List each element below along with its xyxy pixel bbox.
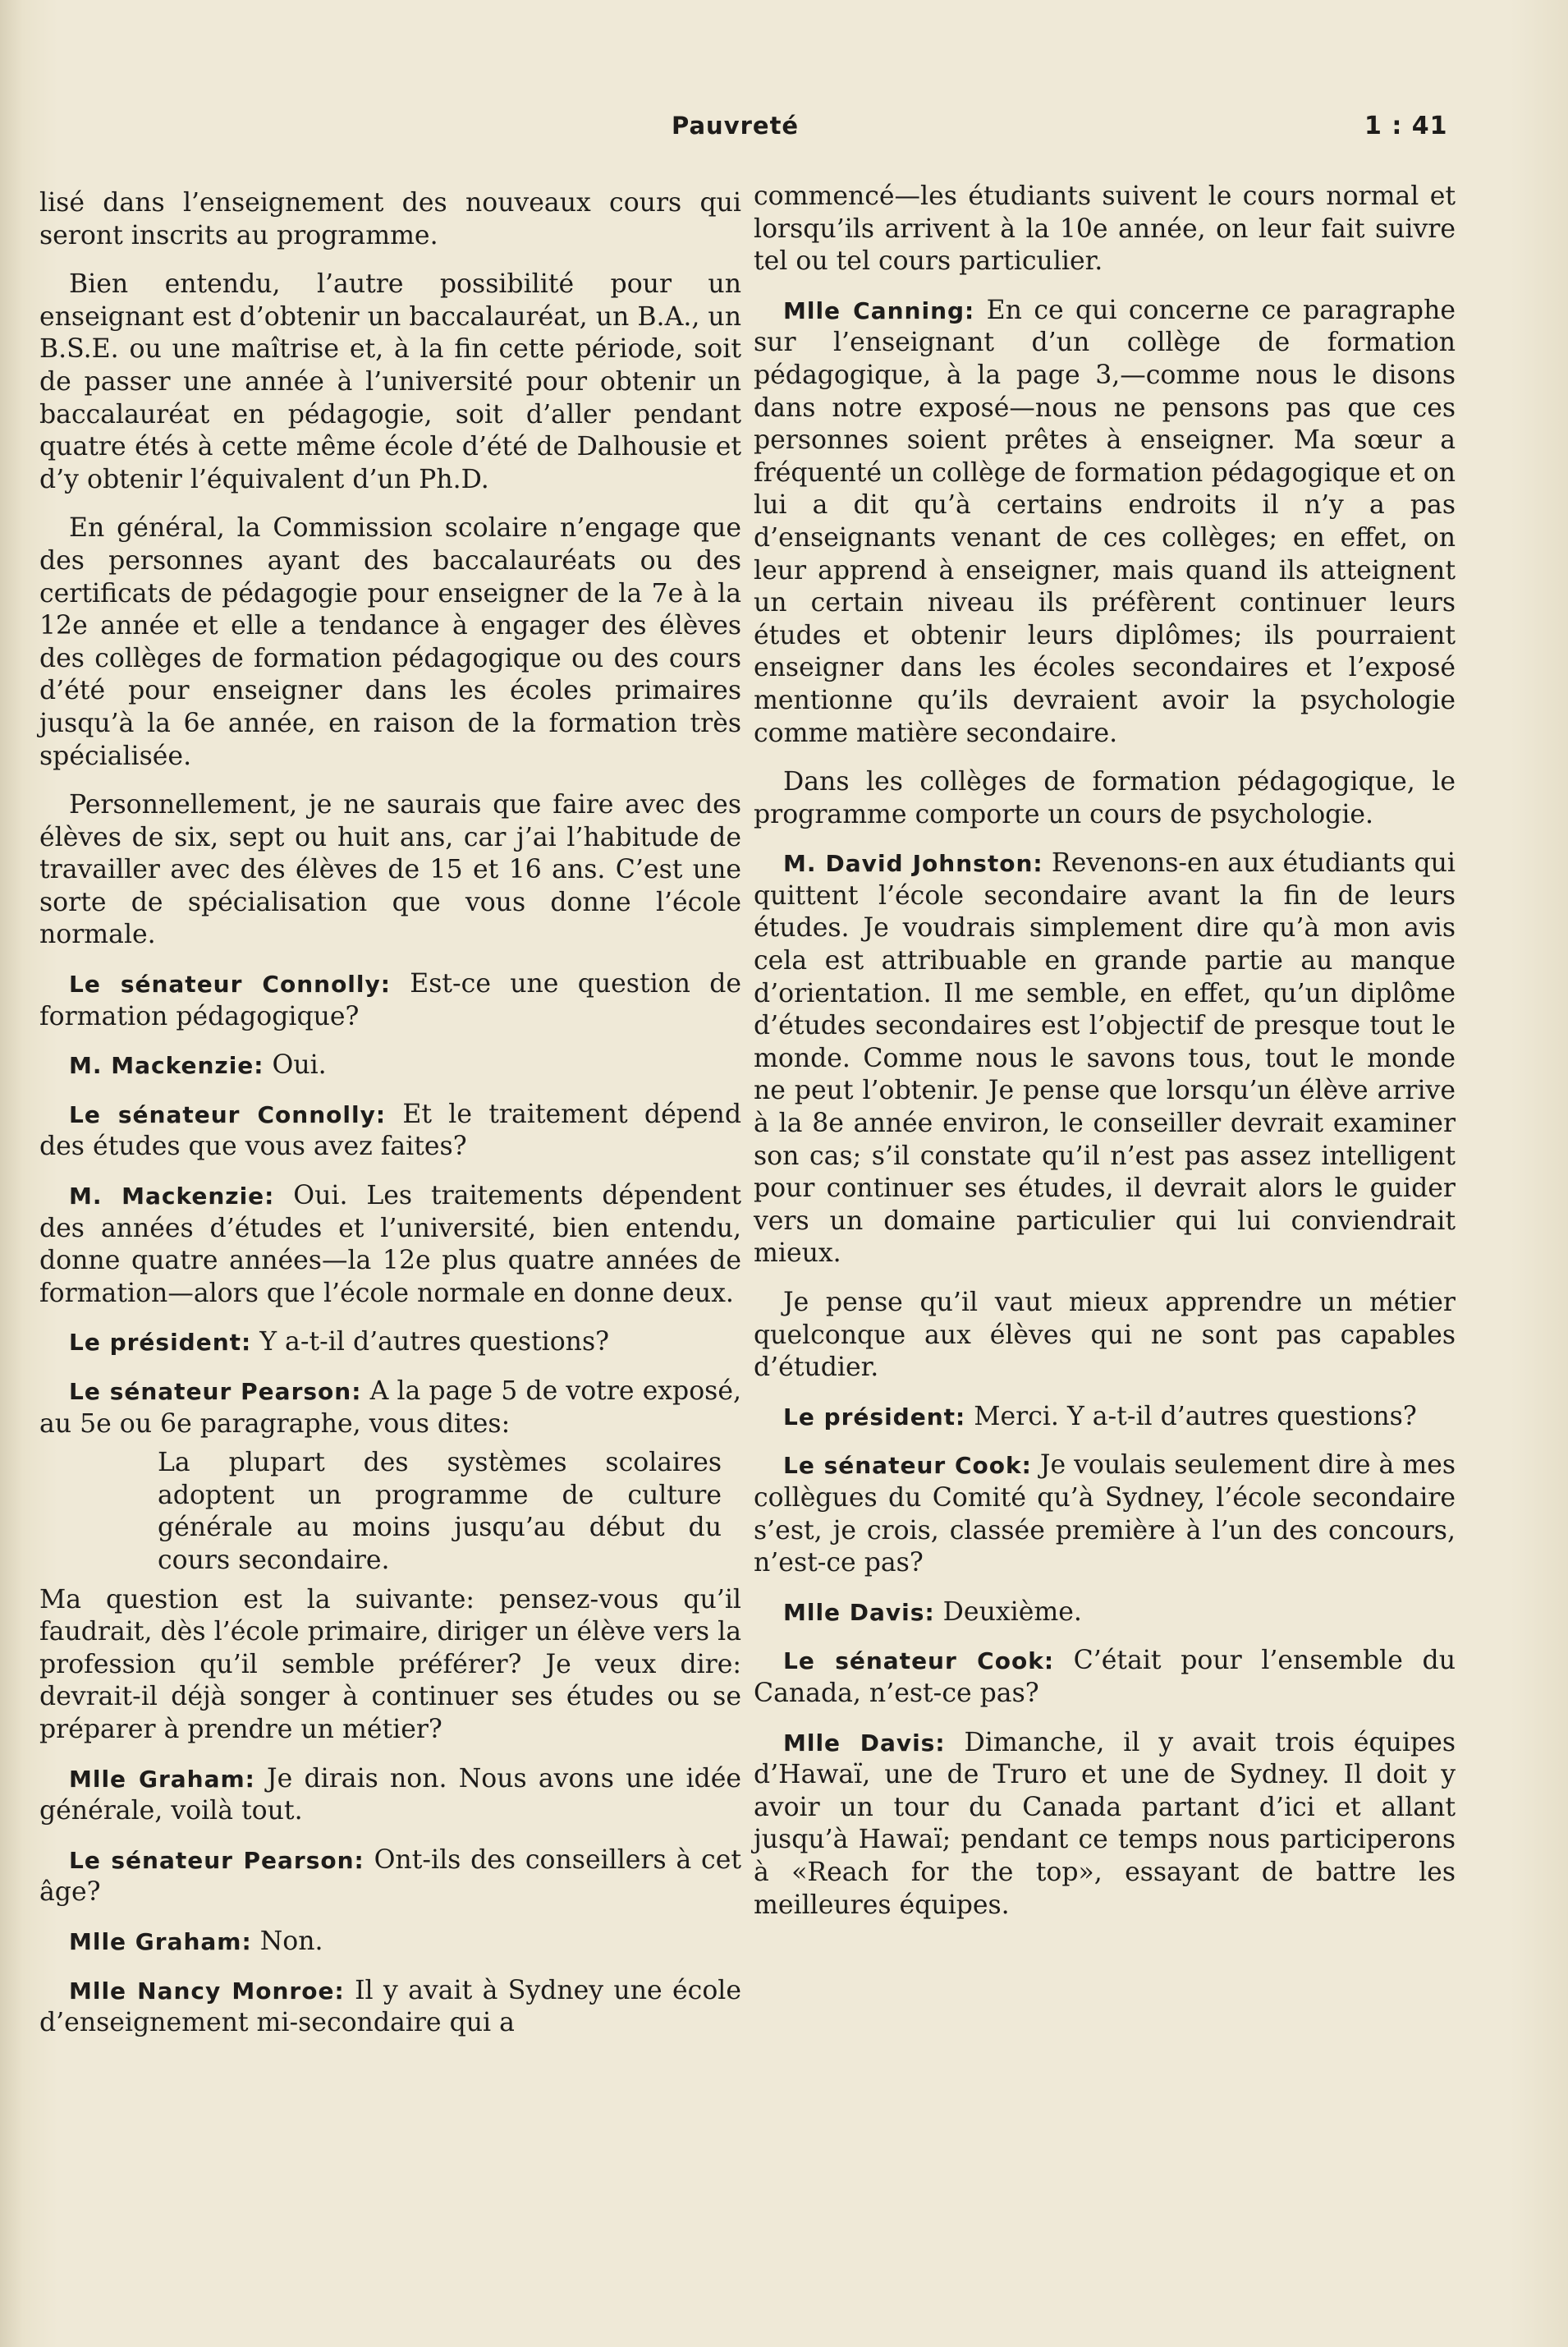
speech-turn (754, 1449, 1456, 1579)
block-quote: La plupart des systèmes scolaires adoptent un programme de culture générale au moins jusqu’au début du cours secondaire. (158, 1448, 722, 1575)
speaker-name: Mlle Graham: (69, 1765, 255, 1793)
speaker-name: Mlle Canning: (783, 296, 975, 324)
speech-text: Dimanche, il y avait trois équipes d’Hawaï, une de Truro et une de Sydney. Il doit y avoir un tour du Canada partant d’ici et allant jusqu’à Hawaï; pendant ce temps nous participerons à «Reach for the top», essayant de battre les meilleures équipes. (754, 1727, 1456, 1920)
speaker-name: M. David Johnston: (783, 850, 1043, 878)
speech-turn (39, 1326, 741, 1359)
speaker-name: Mlle Davis: (783, 1729, 946, 1757)
paragraph: Je pense qu’il vaut mieux apprendre un métier quelconque aux élèves qui ne sont pas capables d’étudier. (754, 1288, 1456, 1383)
speech-text: En ce qui concerne ce paragraphe sur l’enseignant d’un collège de formation pédagogique, à la page 3,—comme nous le disons dans notre exposé—nous ne pensons pas que ces personnes soient prêtes à enseigner. Ma sœur a fréquenté un collège de formation pédagogique et on lui a dit qu’à certains endroits il n’y a pas d’enseignants venant de ces collèges; en effet, on leur apprend à enseigner, mais quand ils atteignent un certain niveau ils préfèrent continuer leurs études et obtenir leurs diplômes; ils pourraient enseigner dans les écoles secondaires et l’exposé mentionne qu’ils devraient avoir la psychologie comme matière secondaire. (754, 295, 1456, 748)
speech-turn (39, 1844, 741, 1909)
speech-turn (754, 1596, 1456, 1629)
speech-turn (39, 1049, 741, 1082)
speech-text: Ont-ils des conseillers à cet âge? (39, 1844, 742, 1908)
speech-text: Et le traitement dépend des études que vous avez faites? (39, 1099, 741, 1162)
speech-text: A la page 5 de votre exposé, au 5e ou 6e paragraphe, vous dites: (39, 1376, 742, 1439)
paragraph: commencé—les étudiants suivent le cours normal et lorsqu’ils arrivent à la 10e année, on leur fait suivre tel ou tel cours particulier. (754, 181, 1456, 277)
speaker-name: Le sénateur Connolly: (69, 971, 391, 999)
speech-text: Deuxième. (942, 1596, 1082, 1627)
right-column (754, 181, 1456, 1938)
speech-turn (39, 1180, 741, 1310)
speech-text: Oui. (272, 1050, 327, 1081)
paragraph: lisé dans l’enseignement des nouveaux cours qui seront inscrits au programme. (39, 188, 741, 250)
paragraph: Personnellement, je ne saurais que faire avec des élèves de six, sept ou huit ans, car j’ai l’habitude de travailler avec des élèves de 15 et 16 ans. C’est une sorte de spécialisation que vous donne l’école normale. (39, 790, 741, 950)
speech-text: C’était pour l’ensemble du Canada, n’est-ce pas? (754, 1646, 1456, 1708)
page-header (0, 112, 1568, 145)
speaker-name: Le sénateur Cook: (783, 1452, 1032, 1480)
speech-text: Je voulais seulement dire à mes collègues du Comité qu’à Sydney, l’école secondaire s’est, je crois, classée première à l’un des concours, n’est-ce pas? (754, 1450, 1456, 1578)
speech-turn (754, 1727, 1456, 1922)
speech-turn (39, 968, 741, 1033)
speech-text: Oui. Les traitements dépendent des années d’études et l’université, bien entendu, donne quatre années—la 12e plus quatre années de formation—alors que l’école normale en donne deux. (39, 1181, 742, 1308)
speaker-name: Mlle Nancy Monroe: (69, 1977, 345, 2005)
speaker-name: M. Mackenzie: (69, 1183, 275, 1210)
speaker-name: Le sénateur Connolly: (69, 1100, 387, 1128)
speech-turn (39, 1099, 741, 1164)
speech-turn (754, 847, 1456, 1270)
speech-text: Il y avait à Sydney une école d’enseignement mi-secondaire qui a (39, 1975, 741, 2038)
speech-turn (39, 1926, 741, 1959)
paragraph: Dans les collèges de formation pédagogique, le programme comporte un cours de psychologie. (754, 767, 1456, 829)
speech-text: Revenons-en aux étudiants qui quittent l’école secondaire avant la fin de leurs études. Je voudrais simplement dire qu’à mon avis cela est attribuable en grande partie au manque d’orientation. Il me semble, en effet, qu’un diplôme d’études secondaires est l’objectif de presque tout le monde. Comme nous le savons tous, tout le monde ne peut l’obtenir. Je pense que lorsqu’un élève arrive à la 8e année environ, le conseiller devrait examiner son cas; s’il constate qu’il n’est pas assez intelligent pour continuer ses études, il devrait alors le guider vers un domaine particulier qui lui conviendrait mieux. (754, 848, 1456, 1269)
paragraph: Bien entendu, l’autre possibilité pour un enseignant est d’obtenir un baccalauréat, un B.A., un B.S.E. ou une maîtrise et, à la fin cette période, soit de passer une année à l’université pour obtenir un baccalauréat en pédagogie, soit d’aller pendant quatre étés à cette même école d’été de Dalhousie et d’y obtenir l’équivalent d’un Ph.D. (39, 269, 741, 494)
paragraph: Ma question est la suivante: pensez-vous qu’il faudrait, dès l’école primaire, diriger un élève vers la profession qu’il semble préférer? Je veux dire: devrait-il déjà songer à continuer ses études ou se préparer à prendre un métier? (39, 1584, 741, 1744)
speaker-name: Le sénateur Pearson: (69, 1846, 364, 1874)
speaker-name: Mlle Graham: (69, 1927, 252, 1955)
speech-turn (39, 1763, 741, 1828)
paragraph: En général, la Commission scolaire n’engage que des personnes ayant des baccalauréats ou des certificats de pédagogie pour enseigner de la 7e à la 12e année et elle a tendance à engager des élèves des collèges de formation pédagogique ou des cours d’été pour enseigner dans les écoles primaires jusqu’à la 6e année, en raison de la formation très spécialisée. (39, 513, 741, 771)
speech-text: Merci. Y a-t-il d’autres questions? (974, 1401, 1417, 1431)
speaker-name: M. Mackenzie: (69, 1052, 264, 1080)
speaker-name: Le sénateur Cook: (783, 1647, 1055, 1675)
speech-turn (39, 1975, 741, 2040)
page-number: 1 : 41 (1364, 112, 1448, 140)
speaker-name: Le président: (69, 1329, 252, 1357)
speaker-name: Mlle Davis: (783, 1598, 935, 1626)
speech-text: Je dirais non. Nous avons une idée générale, voilà tout. (39, 1763, 741, 1826)
speaker-name: Le sénateur Pearson: (69, 1378, 362, 1405)
speech-turn (754, 1401, 1456, 1434)
speech-turn (754, 1645, 1456, 1710)
speech-text: Non. (259, 1926, 323, 1956)
running-head: Pauvreté (672, 112, 800, 140)
speech-turn (39, 1376, 741, 1440)
speaker-name: Le président: (783, 1403, 966, 1431)
speech-turn (754, 295, 1456, 750)
left-column (39, 187, 741, 2056)
speech-text: Est-ce une question de formation pédagogique? (39, 969, 741, 1031)
speech-text: Y a-t-il d’autres questions? (259, 1327, 610, 1357)
